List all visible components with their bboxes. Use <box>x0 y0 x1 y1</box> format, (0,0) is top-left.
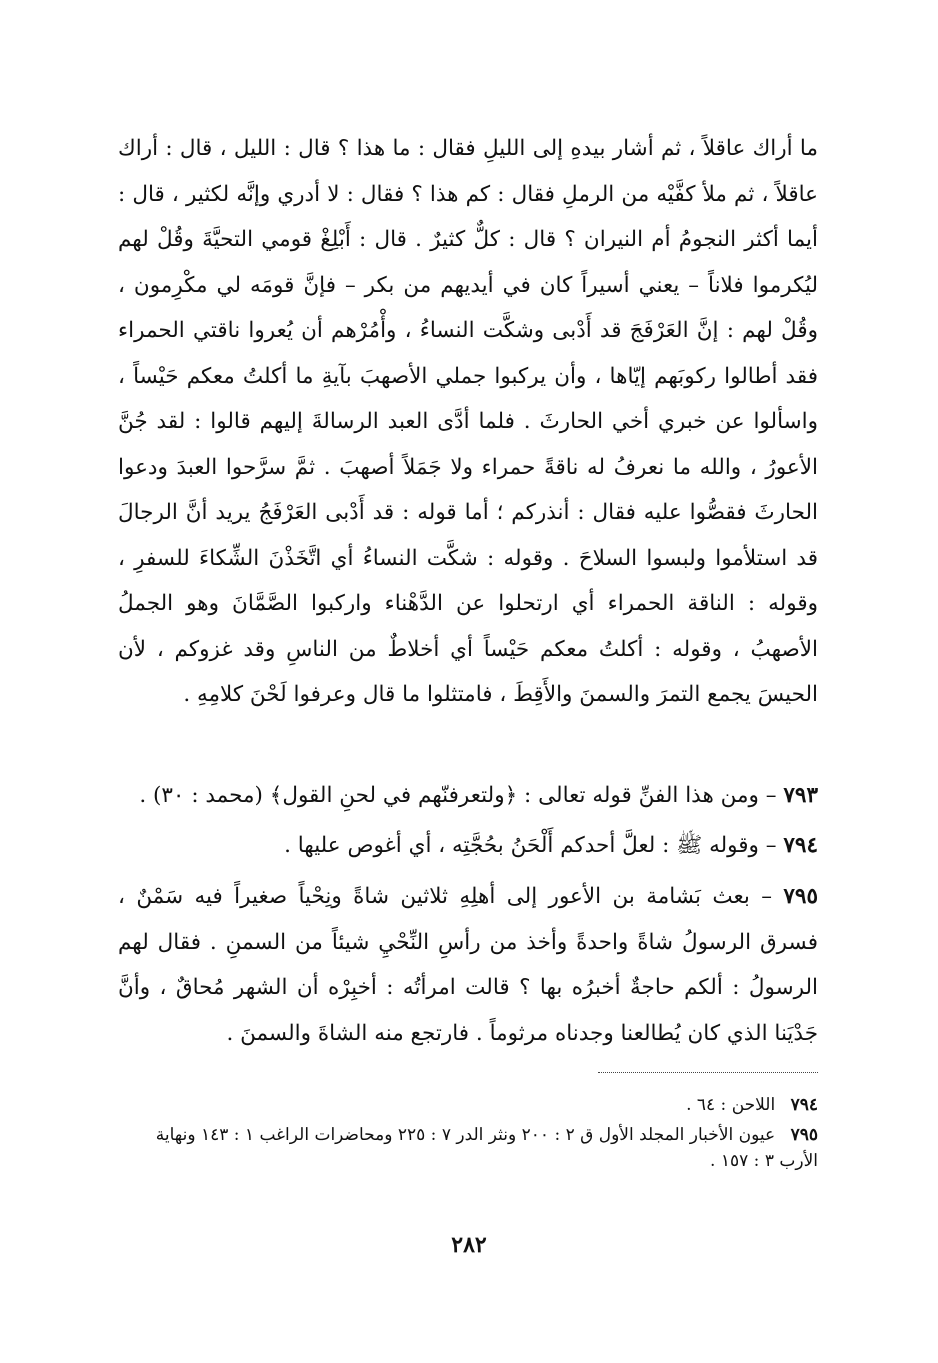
entry-number: ٧٩٣ <box>783 783 818 808</box>
footnote-number: ٧٩٥ <box>790 1125 818 1145</box>
entry-number: ٧٩٤ <box>783 833 818 858</box>
entry-793 <box>118 776 818 816</box>
footnote-795 <box>118 1122 818 1174</box>
footnote-794 <box>118 1092 818 1118</box>
entry-text: – ومن هذا الفنِّ قوله تعالى : ﴿ولتعرفنّهم في لحنِ القول﴾ (محمد : ٣٠) . <box>139 783 777 808</box>
footnote-divider <box>598 1072 818 1073</box>
footnote-number: ٧٩٤ <box>790 1095 818 1115</box>
footnote-text: عيون الأخبار المجلد الأول ق ٢ : ٢٠٠ ونثر الدر ٧ : ٢٢٥ ومحاضرات الراغب ١ : ١٤٣ ونهاية الأرب ٣ : ١٥٧ . <box>155 1125 818 1171</box>
main-paragraph <box>118 126 818 718</box>
page-number: ٢٨٢ <box>451 1232 487 1258</box>
entry-795 <box>118 874 818 1056</box>
footnotes <box>118 1092 818 1178</box>
footnote-text: اللاحن : ٦٤ . <box>686 1095 776 1115</box>
entry-number: ٧٩٥ <box>783 884 818 909</box>
entry-text: – بعث بَشامة بن الأعور إلى أهلِهِ ثلاثين شاةً ونِحْياً صغيراً فيه سَمْنٌ ، فسرق الرسولُ شاةً واحدةً وأخذ من رأسِ النِّحْيِ شيئاً من السمنِ . فقال لهم الرسولُ : ألكم حاجةٌ أخبرُه بها ؟ قالت امرأتُه : أخبِرْه أن الشهر مُحاقٌ ، وأنَّ جَدْيَنا الذي كان يُطالعنا وجدناه مرثوماً . فارتجع منه الشاةَ والسمنَ . <box>118 884 818 1046</box>
paragraph-text: ما أراك عاقلاً ، ثم أشار بيدهِ إلى الليلِ فقال : ما هذا ؟ قال : الليل ، قال : أراك عاقلاً ، ثم ملأ كفَّيْه من الرملِ فقال : كم هذا ؟ فقال : لا أدري وإنَّه لكثير ، قال : أيما أكثر النجومُ أم النيران ؟ قال : كلٌّ كثيرٌ . قال : أَبْلِغْ قومي التحيَّةَ وقُلْ لهم ليُكرموا فلاناً – يعني أسيراً كان في أيديهم من بكر – فإنَّ قومَه لي مكْرِمون ، وقُلْ لهم : إنَّ العَرْفَجَ قد أَدْبى وشكَّت النساءُ ، وأْمُرْهم أن يُعروا ناقتي الحمراء فقد أطالوا ركوبَهم إيّاها ، وأن يركبوا جملي الأصهبَ بآيةِ ما أكلتُ معكم حَيْساً ، واسألوا عن خبري أخي الحارثَ . فلما أدَّى العبد الرسالةَ إليهم قالوا : لقد جُنَّ الأعورُ ، والله ما نعرفُ له ناقةً حمراء ولا جَمَلاً أصهبَ . ثمَّ سرَّحوا العبدَ ودعوا الحارثَ فقصُّوا عليه فقال : أنذركم ؛ أما قوله : قد أَدْبى العَرْفَجُ يريد أنَّ الرجالَ قد استلأموا ولبسوا السلاحَ . وقوله : شكَّت النساءُ أي اتَّخَذْنَ الشِّكاءَ للسفرِ ، وقوله : الناقة الحمراء أي ارتحلوا عن الدَّهْناء واركبوا الصَّمَّانَ وهو الجملُ الأصهبُ ، وقوله : أكلتُ معكم حَيْساً أي أخلاطٌ من الناسِ وقد غزوكم ، لأن الحيسَ يجمع التمرَ والسمنَ والأَقِطَ ، فامتثلوا ما قال وعرفوا لَحْنَ كلامِهِ . <box>118 136 818 707</box>
entry-794 <box>118 826 818 866</box>
entry-text: – وقوله ﷺ : لعلَّ أحدكم أَلْحَنُ بحُجَّتِه ، أي أغوص عليها . <box>284 833 777 858</box>
